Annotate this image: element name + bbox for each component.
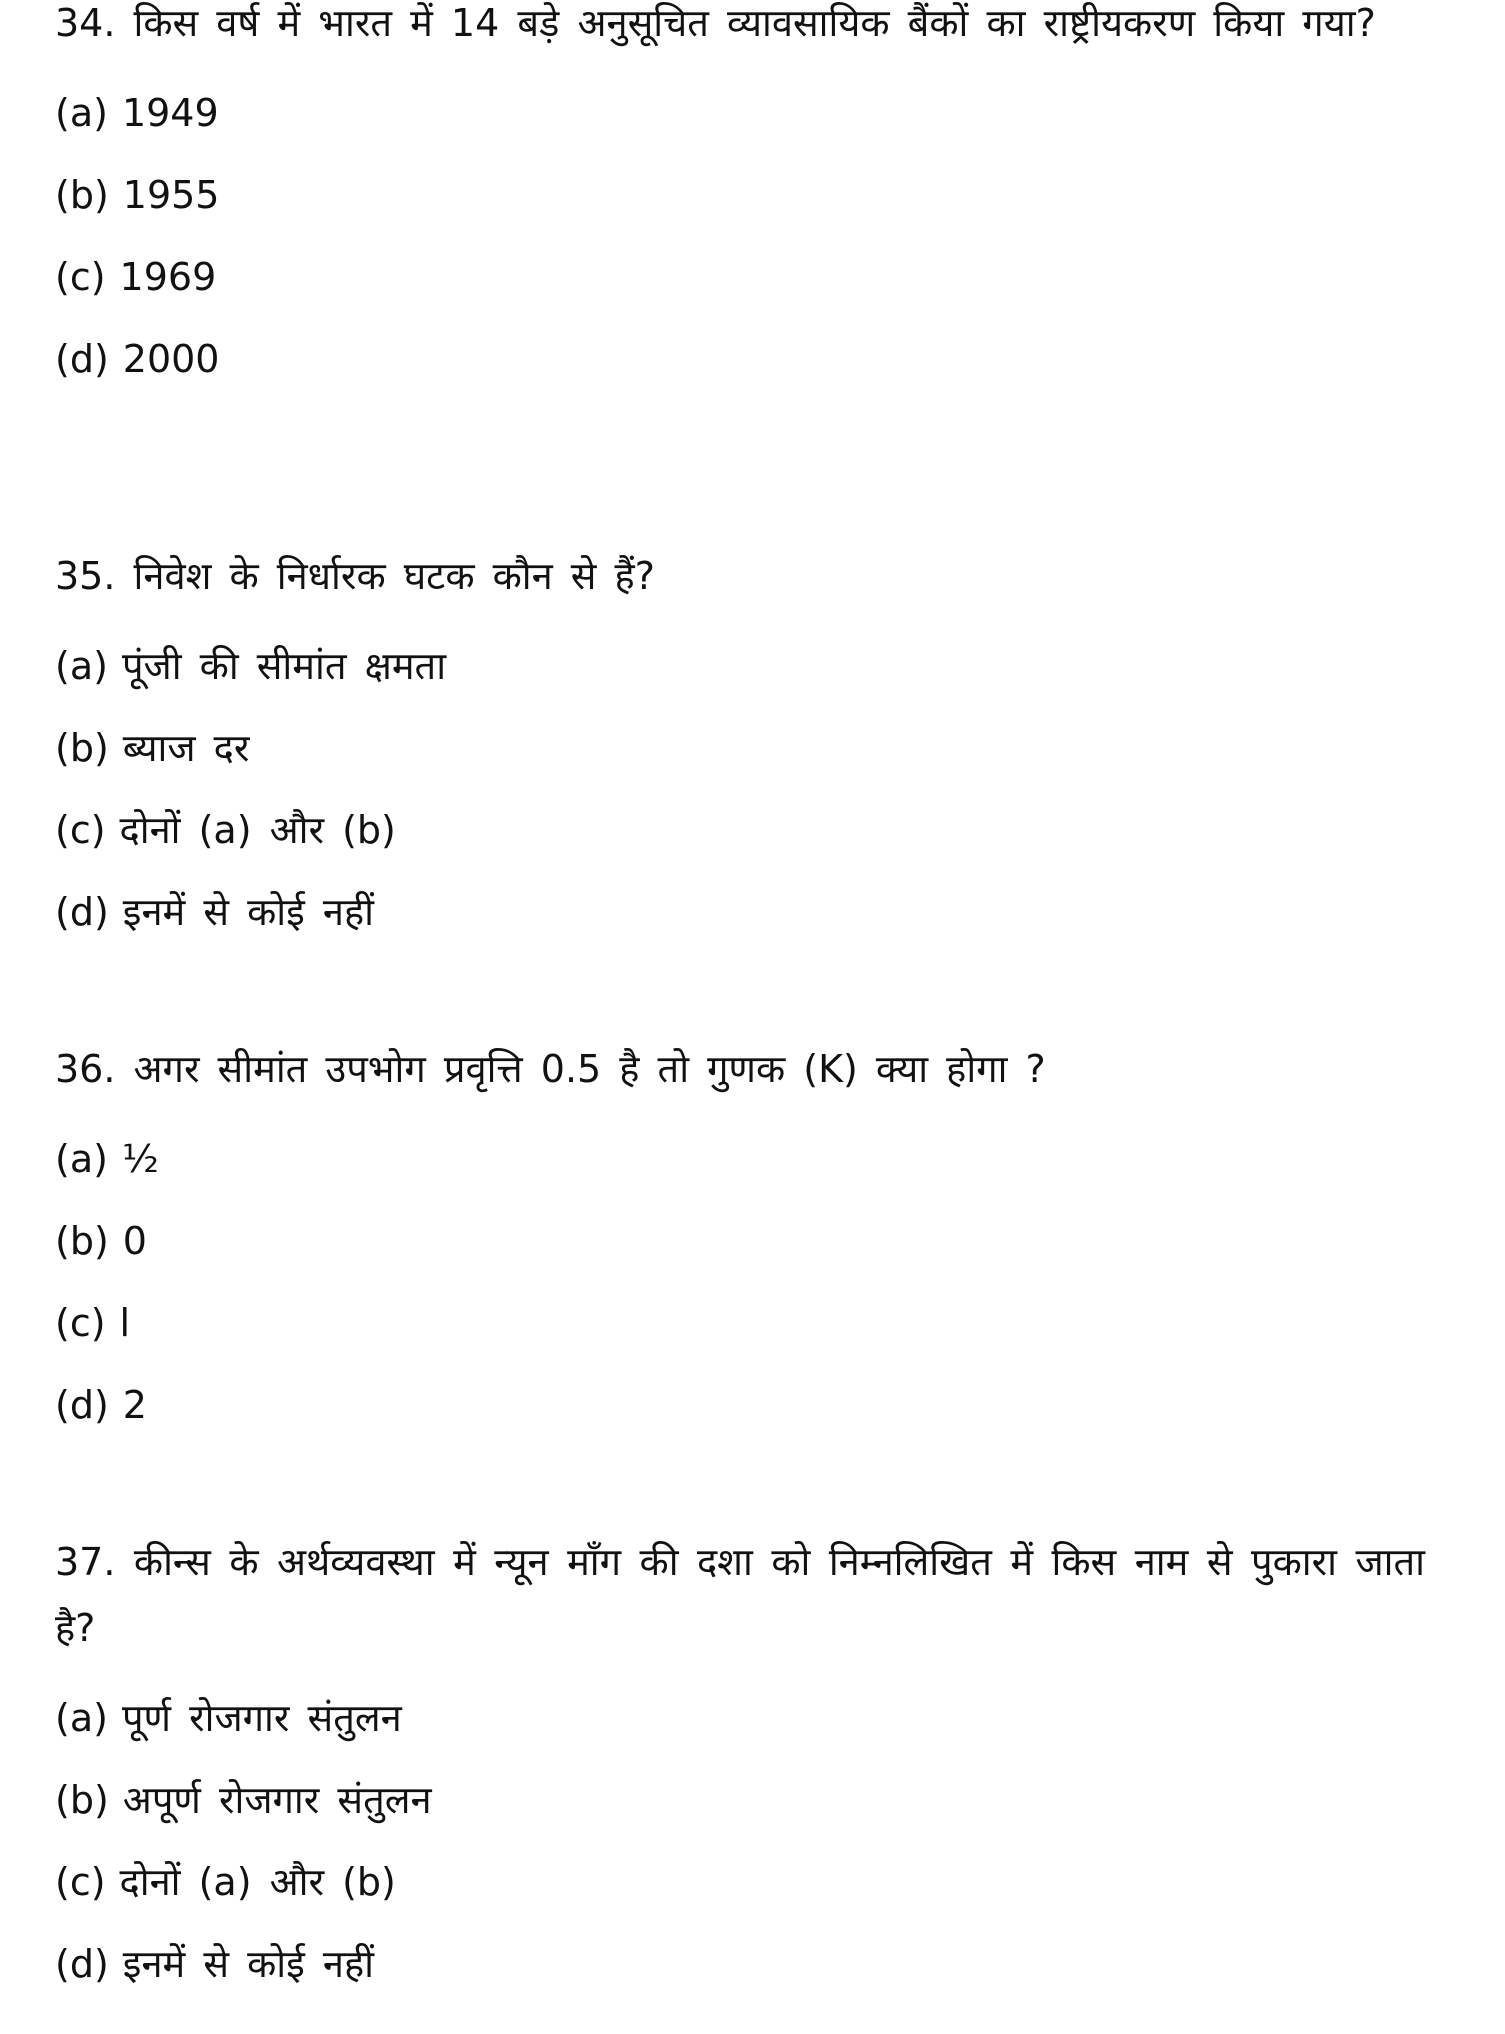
option-text: पूर्ण रोजगार संतुलन	[121, 1696, 402, 1740]
option-label: (a)	[55, 1696, 108, 1740]
option-text: 0	[122, 1219, 147, 1263]
option-a	[55, 625, 1425, 707]
option-a	[55, 72, 1425, 154]
option-label: (a)	[55, 1137, 108, 1181]
option-b	[55, 1759, 1425, 1841]
question-36	[55, 1036, 1425, 1446]
option-label: (d)	[55, 337, 109, 381]
option-c	[55, 236, 1425, 318]
option-b	[55, 154, 1425, 236]
option-text: l	[119, 1301, 131, 1345]
option-a	[55, 1677, 1425, 1759]
option-text: ½	[121, 1137, 159, 1181]
option-c	[55, 789, 1425, 871]
option-text: 1955	[122, 173, 220, 217]
question-text: 36. अगर सीमांत उपभोग प्रवृत्ति 0.5 है तो गुणक (K) क्या होगा ?	[55, 1047, 1046, 1091]
option-label: (c)	[55, 808, 106, 852]
question-text: 34. किस वर्ष में भारत में 14 बड़े अनुसूचित व्यावसायिक बैंकों का राष्ट्रीयकरण किया गया?	[55, 1, 1376, 45]
option-text: पूंजी की सीमांत क्षमता	[121, 644, 447, 688]
option-label: (b)	[55, 1778, 109, 1822]
option-text: इनमें से कोई नहीं	[122, 890, 374, 934]
option-label: (c)	[55, 1860, 106, 1904]
option-text: 1969	[119, 255, 217, 299]
option-label: (d)	[55, 1383, 109, 1427]
option-b	[55, 707, 1425, 789]
option-list	[55, 1118, 1425, 1446]
question-37	[55, 1529, 1425, 2005]
option-text: इनमें से कोई नहीं	[122, 1942, 374, 1986]
option-text: 2000	[122, 337, 220, 381]
option-text: ब्याज दर	[122, 726, 250, 770]
option-label: (a)	[55, 644, 108, 688]
option-label: (b)	[55, 726, 109, 770]
option-d	[55, 318, 1425, 400]
option-label: (d)	[55, 1942, 109, 1986]
option-d	[55, 871, 1425, 953]
option-c	[55, 1841, 1425, 1923]
option-label: (b)	[55, 1219, 109, 1263]
option-a	[55, 1118, 1425, 1200]
option-d	[55, 1923, 1425, 2005]
option-text: दोनों (a) और (b)	[119, 808, 396, 852]
option-text: 2	[122, 1383, 147, 1427]
option-list	[55, 625, 1425, 953]
question-34	[55, 0, 1425, 400]
option-text: अपूर्ण रोजगार संतुलन	[122, 1778, 432, 1822]
option-text: दोनों (a) और (b)	[119, 1860, 396, 1904]
option-list	[55, 1677, 1425, 2005]
question-35	[55, 543, 1425, 953]
option-list	[55, 72, 1425, 400]
option-text: 1949	[121, 91, 219, 135]
question-text: 37. कीन्स के अर्थव्यवस्था में न्यून माँग की दशा को निम्नलिखित में किस नाम से पुकारा जाता है?	[55, 1540, 1425, 1650]
option-label: (c)	[55, 1301, 106, 1345]
option-label: (b)	[55, 173, 109, 217]
option-label: (d)	[55, 890, 109, 934]
question-text: 35. निवेश के निर्धारक घटक कौन से हैं?	[55, 554, 655, 598]
option-label: (a)	[55, 91, 108, 135]
option-d	[55, 1364, 1425, 1446]
option-label: (c)	[55, 255, 106, 299]
option-b	[55, 1200, 1425, 1282]
option-c	[55, 1282, 1425, 1364]
